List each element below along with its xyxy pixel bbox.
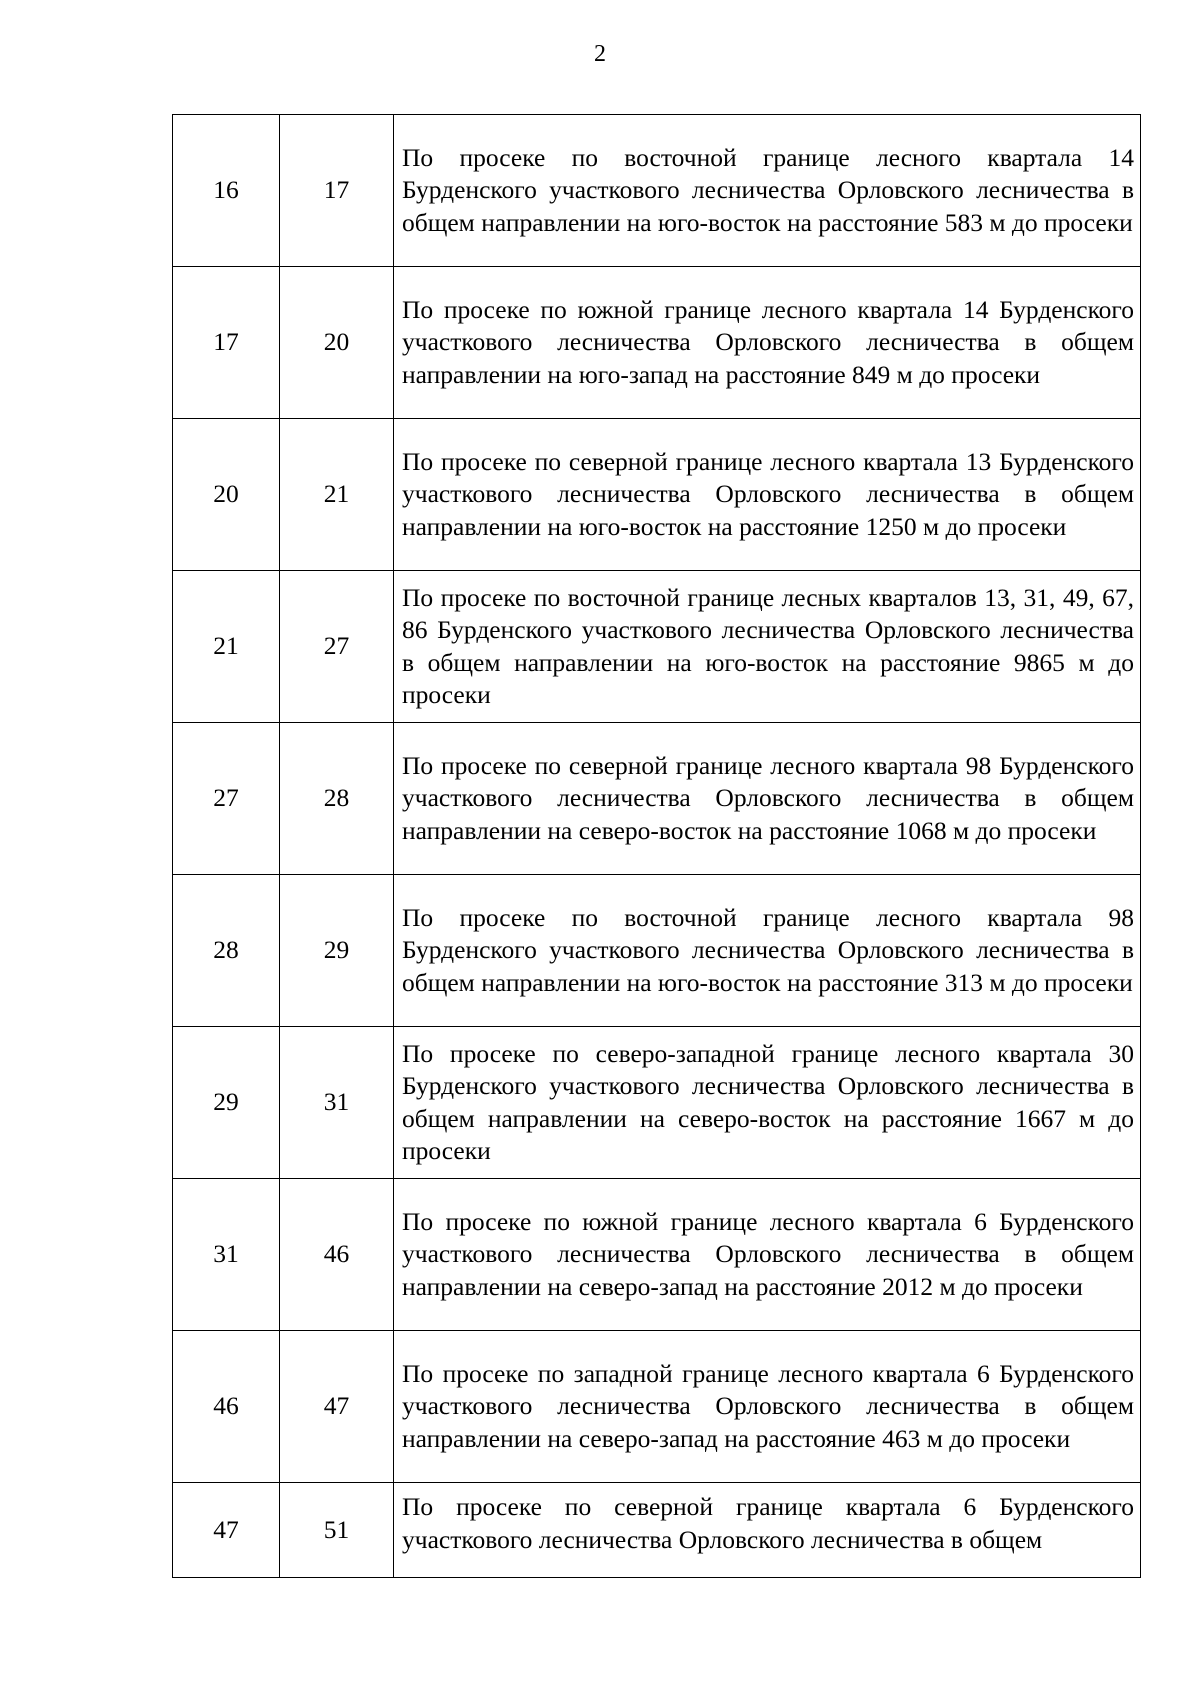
description-cell [394, 571, 1141, 723]
description-text: По просеке по южной границе лесного квартала 14 Бурденского участкового лесничества Орловского лесничества в общем направлении на юго-запад на расстояние 849 м до просеки [402, 294, 1134, 389]
from-point-cell: 29 [173, 1027, 280, 1179]
table-row [173, 1483, 1141, 1578]
description-text: По просеке по западной границе лесного квартала 6 Бурденского участкового лесничества Орловского лесничества в общем направлении на северо-запад на расстояние 463 м до просеки [402, 1358, 1134, 1453]
to-point-cell: 47 [280, 1331, 394, 1483]
description-cell [394, 1027, 1141, 1179]
table-row [173, 1331, 1141, 1483]
description-cell [394, 115, 1141, 267]
description-text: По просеке по северной границе лесного квартала 98 Бурденского участкового лесничества Орловского лесничества в общем направлении на северо-восток на расстояние 1068 м до просеки [402, 750, 1134, 845]
from-point-cell: 16 [173, 115, 280, 267]
to-point-cell: 29 [280, 875, 394, 1027]
to-point-cell: 17 [280, 115, 394, 267]
description-text: По просеке по восточной границе лесных кварталов 13, 31, 49, 67, 86 Бурденского участкового лесничества Орловского лесничества в общем направлении на юго-восток на расстояние 9865 м до просеки [402, 582, 1134, 709]
description-text: По просеке по северо-западной границе лесного квартала 30 Бурденского участкового лесничества Орловского лесничества в общем направлении на северо-восток на расстояние 1667 м до просеки [402, 1038, 1134, 1165]
description-text: По просеке по северной границе лесного квартала 13 Бурденского участкового лесничества Орловского лесничества в общем направлении на юго-восток на расстояние 1250 м до просеки [402, 446, 1134, 541]
table-row [173, 419, 1141, 571]
to-point-cell: 28 [280, 723, 394, 875]
from-point-cell: 28 [173, 875, 280, 1027]
to-point-cell: 46 [280, 1179, 394, 1331]
table-row [173, 723, 1141, 875]
description-text: По просеке по восточной границе лесного квартала 14 Бурденского участкового лесничества Орловского лесничества в общем направлении на юго-восток на расстояние 583 м до просеки [402, 142, 1134, 237]
table-row [173, 571, 1141, 723]
to-point-cell: 20 [280, 267, 394, 419]
description-cell [394, 875, 1141, 1027]
description-cell [394, 1179, 1141, 1331]
table-row [173, 1179, 1141, 1331]
from-point-cell: 17 [173, 267, 280, 419]
description-text: По просеке по северной границе квартала 6 Бурденского участкового лесничества Орловского лесничества в общем [402, 1492, 1134, 1554]
from-point-cell: 46 [173, 1331, 280, 1483]
table-row [173, 267, 1141, 419]
to-point-cell: 21 [280, 419, 394, 571]
from-point-cell: 20 [173, 419, 280, 571]
description-cell [394, 419, 1141, 571]
from-point-cell: 21 [173, 571, 280, 723]
description-text: По просеке по восточной границе лесного квартала 98 Бурденского участкового лесничества Орловского лесничества в общем направлении на юго-восток на расстояние 313 м до просеки [402, 902, 1134, 997]
to-point-cell: 51 [280, 1483, 394, 1578]
table-row [173, 115, 1141, 267]
from-point-cell: 31 [173, 1179, 280, 1331]
boundary-description-table [172, 114, 1141, 1578]
description-cell [394, 1331, 1141, 1483]
page-number: 2 [594, 41, 606, 67]
description-cell [394, 1483, 1141, 1578]
to-point-cell: 27 [280, 571, 394, 723]
description-text: По просеке по южной границе лесного квартала 6 Бурденского участкового лесничества Орловского лесничества в общем направлении на северо-запад на расстояние 2012 м до просеки [402, 1206, 1134, 1301]
description-cell [394, 267, 1141, 419]
from-point-cell: 47 [173, 1483, 280, 1578]
from-point-cell: 27 [173, 723, 280, 875]
to-point-cell: 31 [280, 1027, 394, 1179]
table-row [173, 1027, 1141, 1179]
description-cell [394, 723, 1141, 875]
table-row [173, 875, 1141, 1027]
